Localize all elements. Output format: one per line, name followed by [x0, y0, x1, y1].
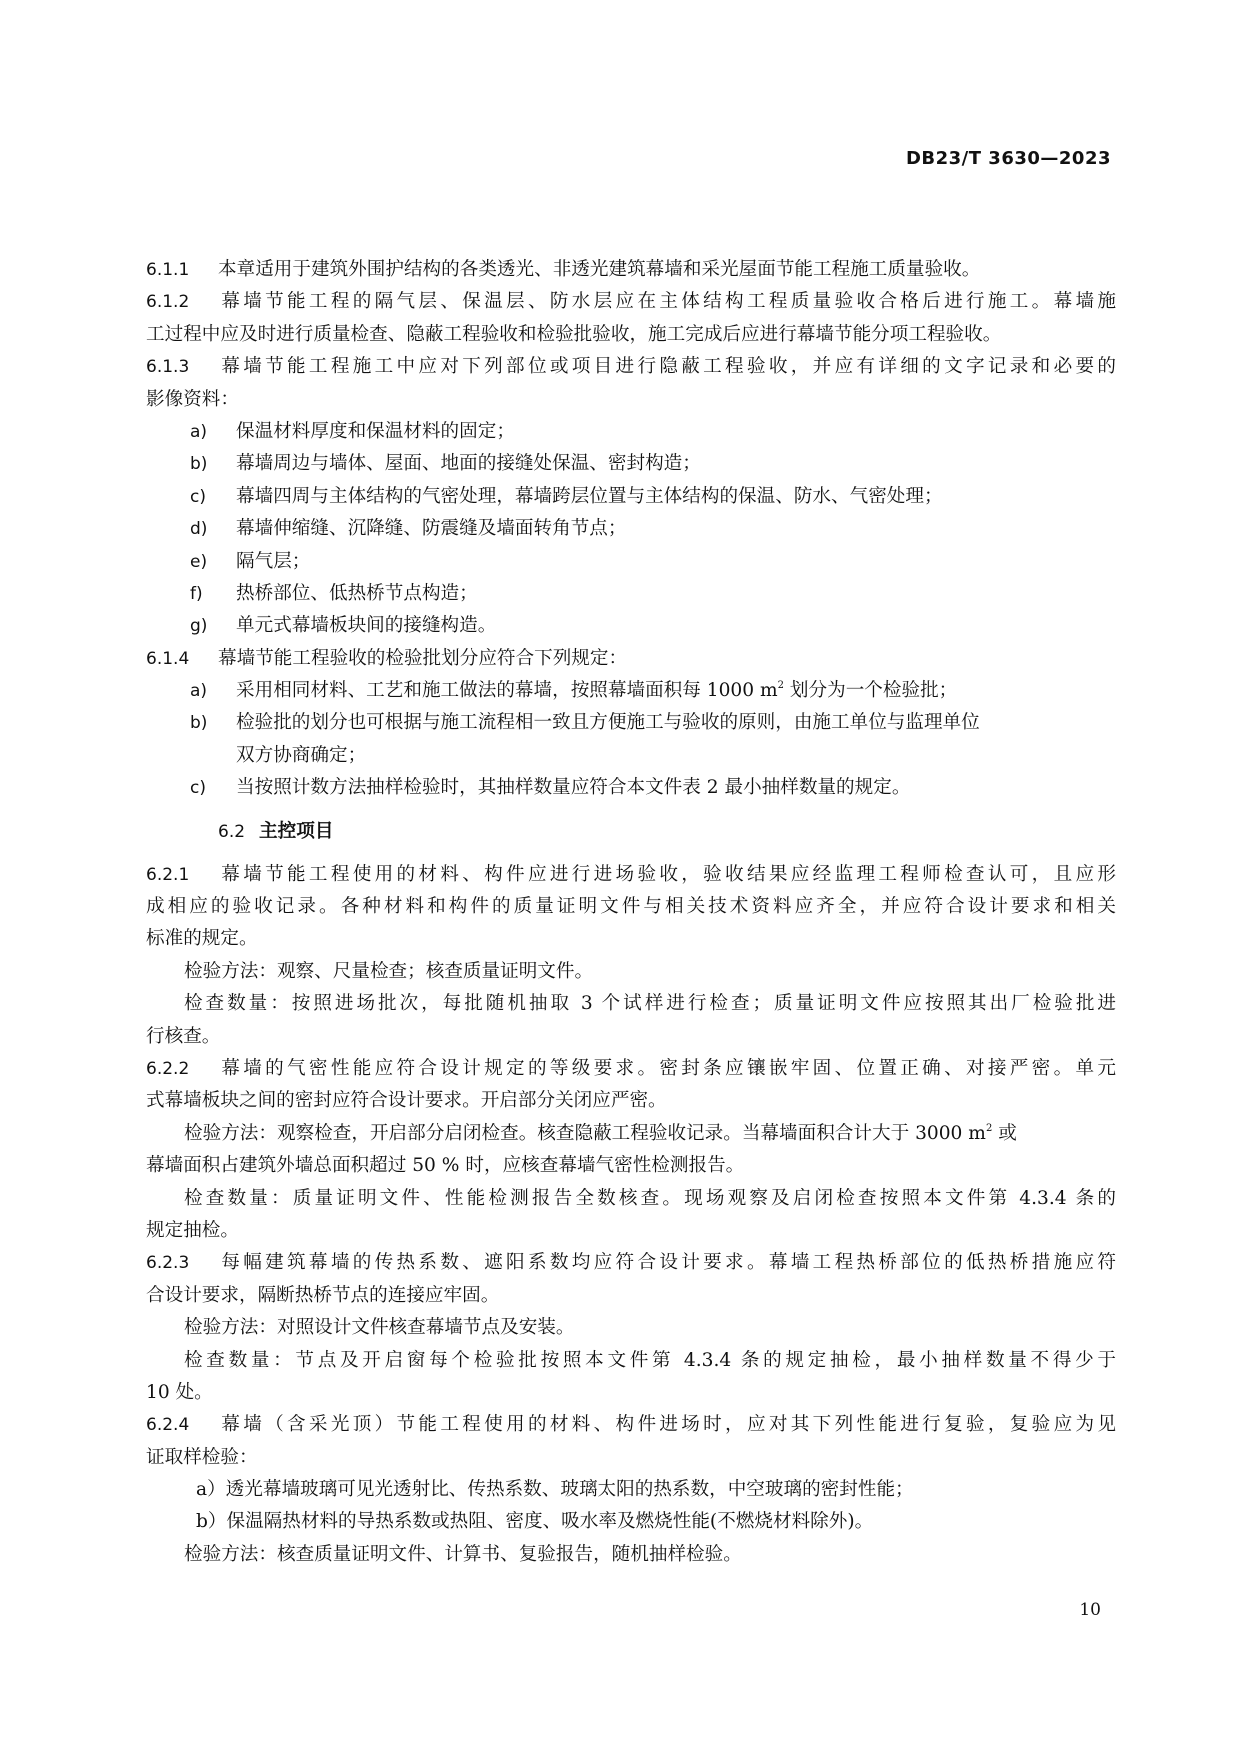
superscript: 2: [985, 1122, 993, 1134]
document-id-header: DB23/T 3630—2023: [905, 148, 1111, 169]
clause-text: 幕墙节能工程使用的材料、构件应进行进场验收，验收结果应经监理工程师检查认可，且应形: [218, 863, 1116, 885]
inspection-quantity: 检查数量：质量证明文件、性能检测报告全数核查。现场观察及启闭检查按照本文件第 4.3.4 条的: [184, 1187, 1116, 1209]
list-item-label: f): [190, 583, 203, 604]
clause-number: 6.1.4: [146, 648, 190, 669]
list-item-text: 划分为一个检验批；: [784, 680, 958, 702]
clause-6-1-1: [146, 254, 1116, 286]
list-item: [146, 448, 1116, 480]
clause-text: 幕墙节能工程的隔气层、保温层、防水层应在主体结构工程质量验收合格后进行施工。幕墙施: [218, 291, 1116, 313]
clause-text-line: 规定抽检。: [146, 1219, 239, 1241]
clause-text-line: 工过程中应及时进行质量检查、隐蔽工程验收和检验批验收，施工完成后应进行幕墙节能分项工程验收。: [146, 323, 1002, 345]
list-item-label: a): [190, 421, 208, 442]
section-number: 6.2: [218, 821, 246, 842]
clause-number: 6.1.2: [146, 292, 190, 313]
list-item-text: 幕墙伸缩缝、沉降缝、防震缝及墙面转角节点；: [236, 518, 627, 540]
inspection-method-text: 检验方法：观察检查，开启部分启闭检查。核查隐蔽工程验收记录。当幕墙面积合计大于 3000 m: [184, 1122, 986, 1144]
page-number: 10: [1079, 1600, 1101, 1620]
list-item-label: c): [190, 486, 206, 507]
list-item: [146, 772, 1116, 804]
section-heading: [146, 805, 1116, 859]
list-item-continuation: 双方协商确定；: [236, 744, 367, 766]
clause-number: 6.1.3: [146, 357, 190, 378]
clause-text-line: 证取样检验：: [146, 1446, 258, 1468]
superscript: 2: [777, 680, 784, 692]
list-item-label: d): [190, 519, 208, 540]
inspection-quantity: 检查数量：节点及开启窗每个检验批按照本文件第 4.3.4 条的规定抽检，最小抽样数量不得少于: [184, 1349, 1116, 1371]
list-item-text: 当按照计数方法抽样检验时，其抽样数量应符合本文件表 2 最小抽样数量的规定。: [236, 777, 911, 799]
clause-text-line: 10 处。: [146, 1381, 213, 1403]
list-item: [146, 610, 1116, 642]
clause-text: 幕墙节能工程验收的检验批划分应符合下列规定：: [218, 647, 628, 669]
clause-text-line: 影像资料：: [146, 388, 239, 410]
list-item-text: 保温材料厚度和保温材料的固定；: [236, 420, 515, 442]
clause-number: 6.2.4: [146, 1415, 190, 1436]
clause-text: 幕墙（含采光顶）节能工程使用的材料、构件进场时，应对其下列性能进行复验，复验应为见: [218, 1414, 1116, 1436]
list-item-label: c): [190, 778, 206, 799]
clause-text-line: 式幕墙板块之间的密封应符合设计要求。开启部分关闭应严密。: [146, 1090, 667, 1112]
inspection-method: 检验方法：对照设计文件核查幕墙节点及安装。: [184, 1317, 575, 1339]
inspection-method: 检验方法：观察、尺量检查；核查质量证明文件。: [184, 960, 594, 982]
list-item: [146, 481, 1116, 513]
clause-number: 6.2.3: [146, 1253, 190, 1274]
clause-6-2-1: [146, 859, 1116, 891]
list-item: b）保温隔热材料的导热系数或热阻、密度、吸水率及燃烧性能(不燃烧材料除外)。: [196, 1511, 874, 1533]
list-item-label: b): [190, 713, 208, 734]
list-item-text: 隔气层；: [236, 550, 311, 572]
list-item-text: 单元式幕墙板块间的接缝构造。: [236, 615, 497, 637]
clause-text-line: 合设计要求，隔断热桥节点的连接应牢固。: [146, 1284, 500, 1306]
clause-text: 幕墙节能工程施工中应对下列部位或项目进行隐蔽工程验收，并应有详细的文字记录和必要的: [218, 356, 1116, 378]
list-item-label: a): [190, 681, 208, 702]
clause-text-line: 幕墙面积占建筑外墙总面积超过 50 % 时，应核查幕墙气密性检测报告。: [146, 1155, 745, 1177]
clause-text: 本章适用于建筑外围护结构的各类透光、非透光建筑幕墙和采光屋面节能工程施工质量验收。: [218, 259, 981, 280]
list-item-text: 幕墙四周与主体结构的气密处理，幕墙跨层位置与主体结构的保温、防水、气密处理；: [236, 485, 943, 507]
list-item: [146, 546, 1116, 578]
clause-6-2-2: [146, 1053, 1116, 1085]
inspection-quantity: 检查数量：按照进场批次，每批随机抽取 3 个试样进行检查；质量证明文件应按照其出厂检验批进: [184, 993, 1116, 1015]
clause-number: 6.2.1: [146, 864, 190, 885]
inspection-method-text: 或: [992, 1122, 1017, 1144]
list-item-text: 幕墙周边与墙体、屋面、地面的接缝处保温、密封构造；: [236, 453, 701, 475]
list-item: [146, 513, 1116, 545]
list-item-text: 热桥部位、低热桥节点构造；: [236, 582, 478, 604]
page-body: [146, 254, 1116, 1571]
list-item: [146, 578, 1116, 610]
clause-6-1-3: [146, 351, 1116, 383]
inspection-method: 检验方法：核查质量证明文件、计算书、复验报告，随机抽样检验。: [184, 1543, 742, 1565]
clause-6-1-4: [146, 643, 1116, 675]
list-item-label: g): [190, 616, 208, 637]
list-item: [146, 416, 1116, 448]
list-item-text: 采用相同材料、工艺和施工做法的幕墙，按照幕墙面积每 1000 m: [236, 680, 778, 702]
clause-6-2-4: [146, 1409, 1116, 1441]
list-item: [146, 707, 1116, 739]
list-item: [146, 675, 1116, 707]
clause-6-2-3: [146, 1247, 1116, 1279]
clause-text: 每幅建筑幕墙的传热系数、遮阳系数均应符合设计要求。幕墙工程热桥部位的低热桥措施应符: [218, 1252, 1116, 1274]
list-item-text: 检验批的划分也可根据与施工流程相一致且方便施工与验收的原则，由施工单位与监理单位: [236, 712, 980, 734]
clause-number: 6.2.2: [146, 1058, 190, 1079]
list-item-label: b): [190, 454, 208, 475]
clause-text-line: 成相应的验收记录。各种材料和构件的质量证明文件与相关技术资料应齐全，并应符合设计要求和相关: [146, 896, 1116, 918]
list-item: a）透光幕墙玻璃可见光透射比、传热系数、玻璃太阳的热系数，中空玻璃的密封性能；: [196, 1479, 914, 1501]
list-item-label: e): [190, 551, 208, 572]
clause-number: 6.1.1: [146, 260, 190, 280]
section-title: 主控项目: [259, 820, 334, 842]
clause-text-line: 行核查。: [146, 1025, 221, 1047]
clause-text-line: 标准的规定。: [146, 928, 258, 950]
inspection-method: [146, 1118, 1116, 1150]
clause-text: 幕墙的气密性能应符合设计规定的等级要求。密封条应镶嵌牢固、位置正确、对接严密。单元: [218, 1057, 1116, 1079]
clause-6-1-2: [146, 286, 1116, 318]
